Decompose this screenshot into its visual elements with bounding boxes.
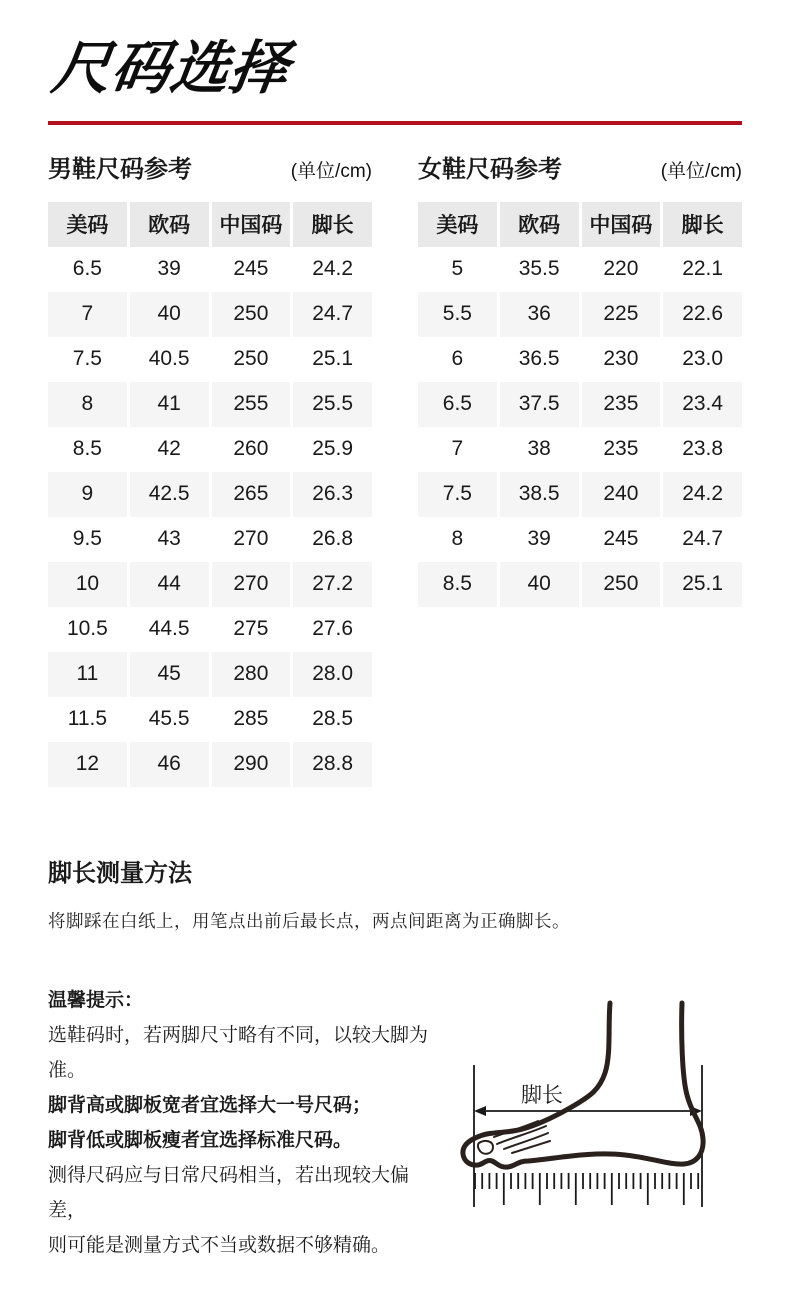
- table-cell: 41: [130, 382, 209, 427]
- table-cell: 235: [582, 427, 661, 472]
- table-cell: 7: [48, 292, 127, 337]
- table-cell: 25.5: [293, 382, 372, 427]
- column-header: 美码: [418, 202, 497, 247]
- toenail-icon: [478, 1141, 493, 1154]
- women-table-title: 女鞋尺码参考: [418, 155, 562, 183]
- table-cell: 285: [212, 697, 291, 742]
- table-cell: 8: [418, 517, 497, 562]
- men-table-unit: (单位/cm): [290, 160, 372, 182]
- tip-line: 脚背高或脚板宽者宜选择大一号尺码；: [48, 1094, 372, 1116]
- men-section-header: [48, 149, 372, 184]
- table-cell: 23.0: [663, 337, 742, 382]
- table-cell: 240: [582, 472, 661, 517]
- table-cell: 6.5: [418, 382, 497, 427]
- men-size-section: [48, 149, 372, 787]
- table-cell: 250: [212, 292, 291, 337]
- table-cell: 255: [212, 382, 291, 427]
- table-cell: 265: [212, 472, 291, 517]
- table-cell: 11.5: [48, 697, 127, 742]
- foot-length-label: 脚长: [521, 1083, 563, 1107]
- women-section-header: [418, 149, 742, 184]
- table-cell: 24.7: [663, 517, 742, 562]
- table-cell: 27.6: [293, 607, 372, 652]
- tips-lines: [48, 1018, 434, 1263]
- table-cell: 245: [582, 517, 661, 562]
- table-cell: 6.5: [48, 247, 127, 292]
- tip-line: 脚背低或脚板瘦者宜选择标准尺码。: [48, 1129, 353, 1151]
- table-cell: 37.5: [500, 382, 579, 427]
- table-cell: 5: [418, 247, 497, 292]
- column-header: 中国码: [582, 202, 661, 247]
- table-cell: 28.5: [293, 697, 372, 742]
- measure-method-section: [48, 853, 742, 933]
- table-cell: 5.5: [418, 292, 497, 337]
- tip-line: 则可能是测量方式不当或数据不够精确。: [48, 1234, 391, 1256]
- table-cell: 24.2: [293, 247, 372, 292]
- measure-method-description: 将脚踩在白纸上，用笔点出前后最长点，两点间距离为正确脚长。: [48, 910, 570, 931]
- table-cell: 35.5: [500, 247, 579, 292]
- table-cell: 6: [418, 337, 497, 382]
- table-cell: 43: [130, 517, 209, 562]
- tip-line: 测得尺码应与日常尺码相当，若出现较大偏差，: [48, 1164, 410, 1221]
- table-cell: 22.6: [663, 292, 742, 337]
- tip-line: 选鞋码时，若两脚尺寸略有不同，以较大脚为准。: [48, 1024, 429, 1081]
- table-cell: 9.5: [48, 517, 127, 562]
- table-cell: 235: [582, 382, 661, 427]
- table-cell: 10: [48, 562, 127, 607]
- table-cell: 25.9: [293, 427, 372, 472]
- foot-measure-diagram: [442, 975, 742, 1225]
- table-cell: 40: [500, 562, 579, 607]
- table-cell: 12: [48, 742, 127, 787]
- table-cell: 275: [212, 607, 291, 652]
- column-header: 脚长: [293, 202, 372, 247]
- men-table-title: 男鞋尺码参考: [48, 155, 192, 183]
- tips-block: [48, 983, 434, 1263]
- table-cell: 24.2: [663, 472, 742, 517]
- table-cell: 23.8: [663, 427, 742, 472]
- table-cell: 26.8: [293, 517, 372, 562]
- table-cell: 290: [212, 742, 291, 787]
- size-tables: [48, 149, 742, 787]
- table-cell: 28.0: [293, 652, 372, 697]
- column-header: 中国码: [212, 202, 291, 247]
- table-cell: 8: [48, 382, 127, 427]
- arrow-head-left-icon: [474, 1106, 486, 1116]
- table-cell: 38.5: [500, 472, 579, 517]
- column-header: 欧码: [500, 202, 579, 247]
- table-cell: 46: [130, 742, 209, 787]
- tips-title: 温馨提示：: [48, 989, 144, 1011]
- table-cell: 42: [130, 427, 209, 472]
- page-header: [48, 36, 742, 125]
- table-cell: 270: [212, 562, 291, 607]
- foot-diagram-illustration: [442, 975, 742, 1225]
- table-cell: 8.5: [418, 562, 497, 607]
- men-size-table: [48, 202, 372, 787]
- tips-and-diagram: [48, 983, 742, 1263]
- table-cell: 220: [582, 247, 661, 292]
- table-cell: 230: [582, 337, 661, 382]
- table-cell: 245: [212, 247, 291, 292]
- table-cell: 7.5: [48, 337, 127, 382]
- measure-method-title: 脚长测量方法: [48, 859, 192, 887]
- table-cell: 7.5: [418, 472, 497, 517]
- table-cell: 28.8: [293, 742, 372, 787]
- table-cell: 22.1: [663, 247, 742, 292]
- table-cell: 25.1: [293, 337, 372, 382]
- table-cell: 39: [130, 247, 209, 292]
- title-divider: [48, 121, 742, 125]
- women-table-unit: (单位/cm): [660, 160, 742, 182]
- table-cell: 36.5: [500, 337, 579, 382]
- column-header: 欧码: [130, 202, 209, 247]
- table-cell: 8.5: [48, 427, 127, 472]
- table-cell: 25.1: [663, 562, 742, 607]
- table-cell: 45.5: [130, 697, 209, 742]
- table-cell: 280: [212, 652, 291, 697]
- table-cell: 9: [48, 472, 127, 517]
- table-cell: 10.5: [48, 607, 127, 652]
- table-cell: 39: [500, 517, 579, 562]
- page-title: 尺码选择: [48, 36, 294, 101]
- table-cell: 40: [130, 292, 209, 337]
- table-cell: 250: [582, 562, 661, 607]
- women-size-table: [418, 202, 742, 607]
- table-cell: 23.4: [663, 382, 742, 427]
- toe-lines-icon: [494, 1121, 550, 1153]
- table-cell: 270: [212, 517, 291, 562]
- table-cell: 26.3: [293, 472, 372, 517]
- column-header: 脚长: [663, 202, 742, 247]
- table-cell: 24.7: [293, 292, 372, 337]
- table-cell: 11: [48, 652, 127, 697]
- table-cell: 7: [418, 427, 497, 472]
- women-size-section: [418, 149, 742, 787]
- table-cell: 260: [212, 427, 291, 472]
- table-cell: 44.5: [130, 607, 209, 652]
- table-cell: 36: [500, 292, 579, 337]
- table-cell: 42.5: [130, 472, 209, 517]
- table-cell: 38: [500, 427, 579, 472]
- table-cell: 45: [130, 652, 209, 697]
- column-header: 美码: [48, 202, 127, 247]
- table-cell: 250: [212, 337, 291, 382]
- table-cell: 40.5: [130, 337, 209, 382]
- table-cell: 27.2: [293, 562, 372, 607]
- ruler-icon: [475, 1173, 698, 1205]
- table-cell: 225: [582, 292, 661, 337]
- table-cell: 44: [130, 562, 209, 607]
